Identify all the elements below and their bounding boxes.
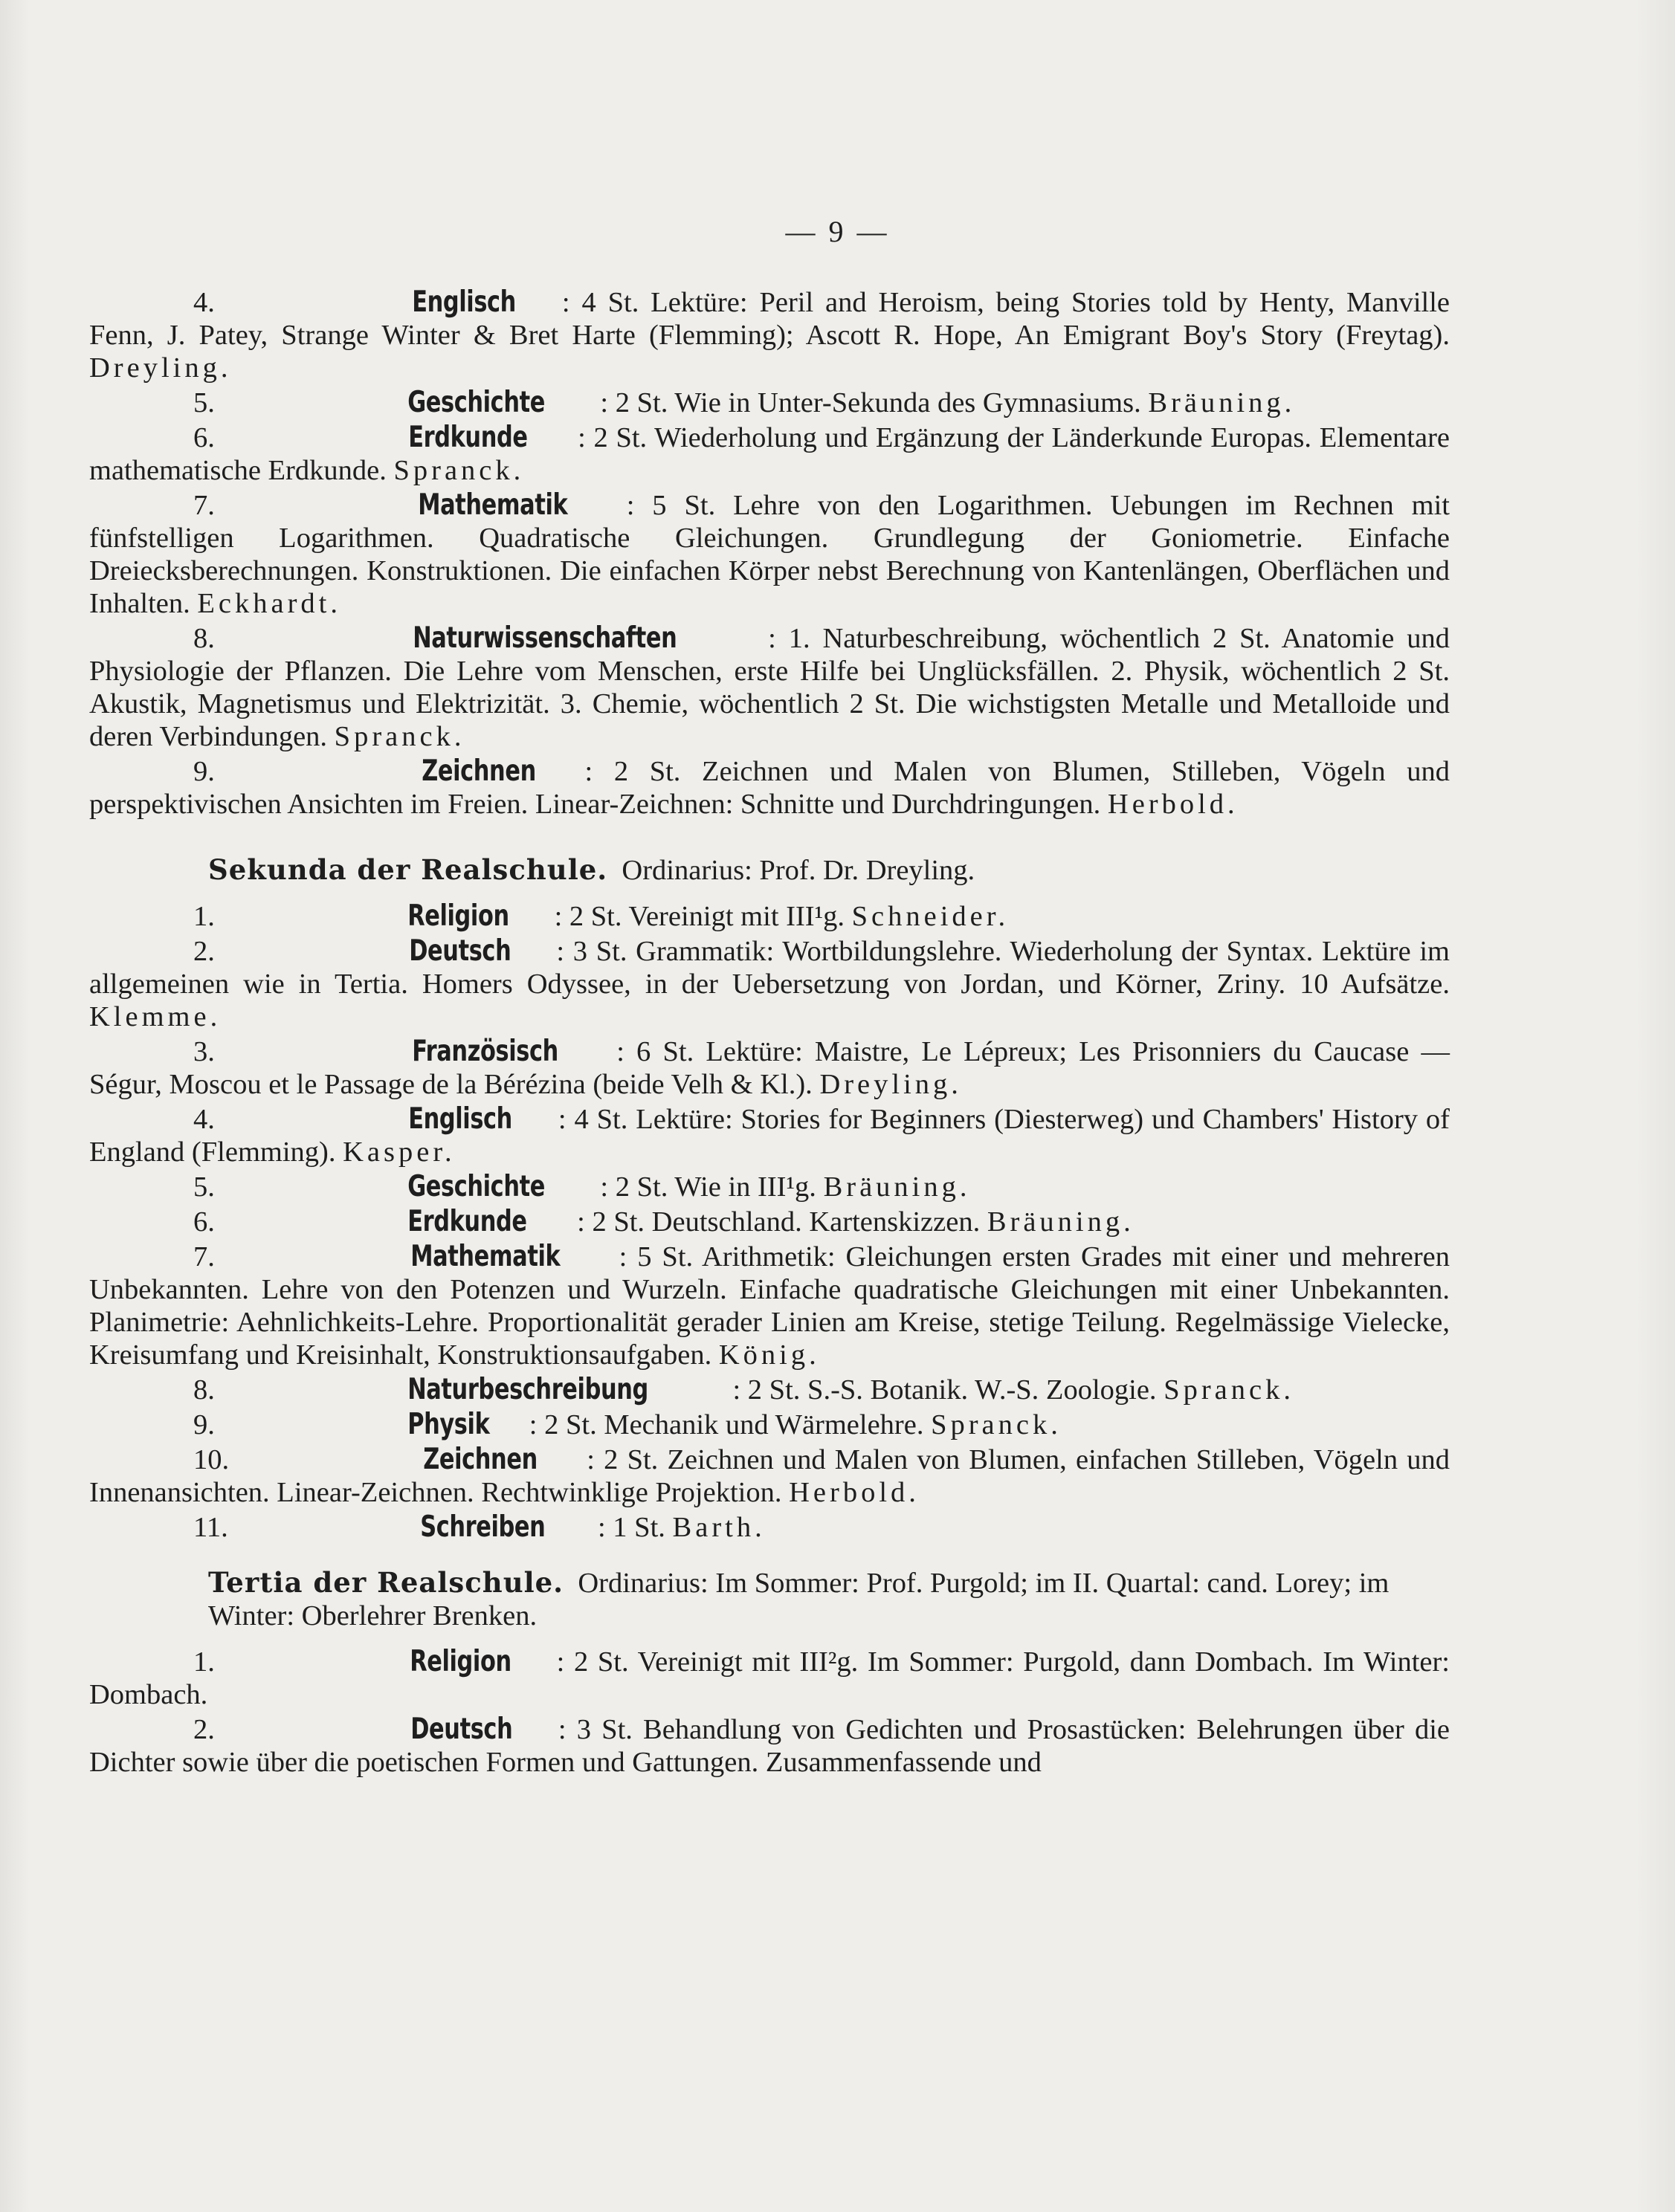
course-entry: [89, 421, 1450, 487]
teacher-name: Klemme.: [89, 1001, 222, 1032]
document-body: [89, 286, 1450, 1781]
teacher-name: Barth.: [672, 1512, 766, 1543]
teacher-name: Herbold.: [1107, 789, 1239, 820]
entry-number: 2.: [193, 1714, 215, 1745]
subject-name: Deutsch: [408, 934, 511, 968]
entry-number: 9.: [193, 1409, 215, 1440]
entry-number: 1.: [193, 901, 215, 932]
subject-name: Englisch: [411, 285, 516, 319]
section-tertia: [89, 1566, 1450, 1779]
course-entry: [89, 1443, 1450, 1509]
teacher-name: Spranck.: [393, 455, 525, 486]
teacher-name: Dreyling.: [819, 1069, 962, 1100]
subject-name: Schreiben: [420, 1510, 546, 1544]
course-entry: [89, 1035, 1450, 1101]
course-entry: [89, 1511, 1450, 1544]
entry-text: : 6 St. Lektüre: Maistre, Le Lépreux; Les Prisonniers du Caucase — Ségur, Moscou et le Passage de la Bérézina (beide Velh & Kl.).: [89, 1036, 1450, 1100]
section-title: Tertia der Realschule.: [208, 1566, 564, 1599]
teacher-name: Eckhardt.: [197, 588, 341, 619]
entry-text: : 4 St. Lektüre: Peril and Heroism, being Stories told by Henty, Manville Fenn, J. Patey, Strange Winter & Bret Harte (Flemming); Ascott R. Hope, An Emigrant Boy's Story (Freytag).: [89, 287, 1450, 351]
section-ordinarius: Ordinarius: Im Sommer: Prof. Purgold; im II. Quartal: cand. Lorey; im Winter: Oberlehrer Brenken.: [208, 1568, 1390, 1631]
subject-name: Erdkunde: [407, 1205, 527, 1238]
course-entry: [89, 622, 1450, 753]
entry-text: : 2 St. Deutschland. Kartenskizzen.: [577, 1206, 981, 1238]
course-entry: [89, 1409, 1450, 1441]
course-entry: [89, 1171, 1450, 1203]
entry-text: : 2 St. S.-S. Botanik. W.-S. Zoologie.: [732, 1374, 1157, 1406]
entry-number: 3.: [193, 1036, 215, 1067]
subject-name: Physik: [407, 1408, 489, 1441]
entry-number: 2.: [193, 936, 215, 967]
entry-number: 11.: [193, 1512, 228, 1543]
entry-text: : 2 St. Wie in Unter-Sekunda des Gymnasiums.: [600, 387, 1141, 418]
entry-text: : 4 St. Lektüre: Stories for Beginners (Diesterweg) und Chambers' History of England (Flemming).: [89, 1104, 1450, 1168]
subject-name: Religion: [407, 899, 509, 933]
course-entry: [89, 1103, 1450, 1168]
entry-number: 10.: [193, 1444, 230, 1475]
entry-text: : 2 St. Wiederholung und Ergänzung der Länderkunde Europas. Elementare mathematische Erdkunde.: [89, 422, 1450, 486]
section-heading: [89, 1566, 1450, 1632]
course-entry: [89, 755, 1450, 821]
entry-number: 7.: [193, 490, 215, 521]
entry-number: 5.: [193, 387, 215, 418]
teacher-name: Bräuning.: [823, 1171, 971, 1203]
entry-number: 8.: [193, 623, 215, 654]
subject-name: Zeichnen: [421, 754, 536, 788]
teacher-name: Bräuning.: [987, 1206, 1135, 1238]
entry-text: : 3 St. Behandlung von Gedichten und Prosastücken: Belehrungen über die Dichter sowie über die poetischen Formen und Gattungen. Zusammenfassende und: [89, 1714, 1450, 1778]
entry-text: : 5 St. Arithmetik: Gleichungen ersten Grades mit einer und mehreren Unbekannten. Lehre von den Potenzen und Wurzeln. Einfache quadratische Gleichungen mit einer Unbekannten. Planimetrie: Aehnlichkeits-Lehre. Proportionalität gerader Linien am Kreise, stetige Teilung. Regelmässige Vielecke, Kreisumfang und Kreisinhalt, Konstruktionsaufgaben.: [89, 1241, 1450, 1371]
teacher-name: Dreyling.: [89, 352, 232, 384]
subject-name: Religion: [409, 1645, 511, 1678]
course-entry: [89, 1646, 1450, 1711]
course-entry: [89, 1374, 1450, 1406]
teacher-name: Kasper.: [343, 1136, 456, 1168]
entry-number: 4.: [193, 1104, 215, 1135]
section-continuation: [89, 286, 1450, 821]
entry-number: 7.: [193, 1241, 215, 1272]
teacher-name: Schneider.: [851, 901, 1010, 932]
section-ordinarius: Ordinarius: Prof. Dr. Dreyling.: [622, 855, 975, 886]
section-sekunda: [89, 853, 1450, 1544]
entry-text: : 2 St. Vereinigt mit III¹g.: [554, 901, 845, 932]
subject-name: Französisch: [412, 1035, 558, 1068]
entry-number: 1.: [193, 1646, 215, 1678]
course-entry: [89, 935, 1450, 1033]
entry-number: 4.: [193, 287, 215, 318]
course-entry: [89, 1713, 1450, 1779]
entry-text: : 2 St. Zeichnen und Malen von Blumen, einfachen Stilleben, Vögeln und Innenansichten. Linear-Zeichnen. Rechtwinklige Projektion.: [89, 1444, 1450, 1508]
teacher-name: Herbold.: [789, 1477, 920, 1508]
course-entry: [89, 900, 1450, 933]
subject-name: Naturwissenschaften: [412, 621, 677, 655]
section-title: Sekunda der Realschule.: [208, 853, 608, 886]
entry-text: : 1. Naturbeschreibung, wöchentlich 2 St. Anatomie und Physiologie der Pflanzen. Die Lehre vom Menschen, erste Hilfe bei Unglücksfällen. 2. Physik, wöchentlich 2 St. Akustik, Magnetismus und Elektrizität. 3. Chemie, wöchentlich 2 St. Die wichstigsten Metalle und Metalloide und deren Verbindungen.: [89, 623, 1450, 752]
entry-number: 6.: [193, 422, 215, 453]
teacher-name: König.: [718, 1339, 820, 1371]
teacher-name: Spranck.: [931, 1409, 1062, 1440]
entry-text: : 5 St. Lehre von den Logarithmen. Uebungen im Rechnen mit fünfstelligen Logarithmen. Quadratische Gleichungen. Grundlegung der Goniometrie. Einfache Dreiecksberechnungen. Konstruktionen. Die einfachen Körper nebst Berechnung von Kantenlängen, Oberflächen und Inhalten.: [89, 490, 1450, 619]
subject-name: Englisch: [407, 1102, 512, 1136]
entry-text: : 2 St. Vereinigt mit III²g. Im Sommer: Purgold, dann Dombach. Im Winter: Dombach.: [89, 1646, 1450, 1710]
subject-name: Mathematik: [410, 1240, 561, 1273]
section-heading: [89, 853, 1450, 887]
subject-name: Erdkunde: [407, 421, 528, 454]
subject-name: Naturbeschreibung: [407, 1373, 648, 1406]
course-entry: [89, 286, 1450, 384]
entry-text: : 2 St. Wie in III¹g.: [600, 1171, 816, 1203]
page-number: — 9 —: [785, 215, 890, 248]
course-entry: [89, 387, 1450, 419]
entry-number: 5.: [193, 1171, 215, 1203]
entry-text: : 2 St. Zeichnen und Malen von Blumen, Stilleben, Vögeln und perspektivischen Ansichten im Freien. Linear-Zeichnen: Schnitte und Durchdringungen.: [89, 756, 1450, 820]
teacher-name: Bräuning.: [1148, 387, 1296, 418]
subject-name: Geschichte: [407, 386, 545, 419]
entry-number: 8.: [193, 1374, 215, 1406]
entry-text: : 2 St. Mechanik und Wärmelehre.: [529, 1409, 924, 1440]
course-entry: [89, 1206, 1450, 1238]
entry-text: : 1 St.: [597, 1512, 665, 1543]
entry-number: 6.: [193, 1206, 215, 1238]
subject-name: Zeichnen: [423, 1443, 538, 1476]
teacher-name: Spranck.: [334, 721, 465, 752]
course-entry: [89, 1241, 1450, 1371]
subject-name: Geschichte: [407, 1170, 545, 1203]
subject-name: Mathematik: [417, 488, 568, 522]
subject-name: Deutsch: [410, 1713, 513, 1746]
course-entry: [89, 489, 1450, 620]
entry-text: : 3 St. Grammatik: Wortbildungslehre. Wiederholung der Syntax. Lektüre im allgemeinen wie in Tertia. Homers Odyssee, in der Uebersetzung von Jordan, und Körner, Zriny. 10 Aufsätze.: [89, 936, 1450, 1000]
entry-number: 9.: [193, 756, 215, 787]
teacher-name: Spranck.: [1164, 1374, 1294, 1406]
